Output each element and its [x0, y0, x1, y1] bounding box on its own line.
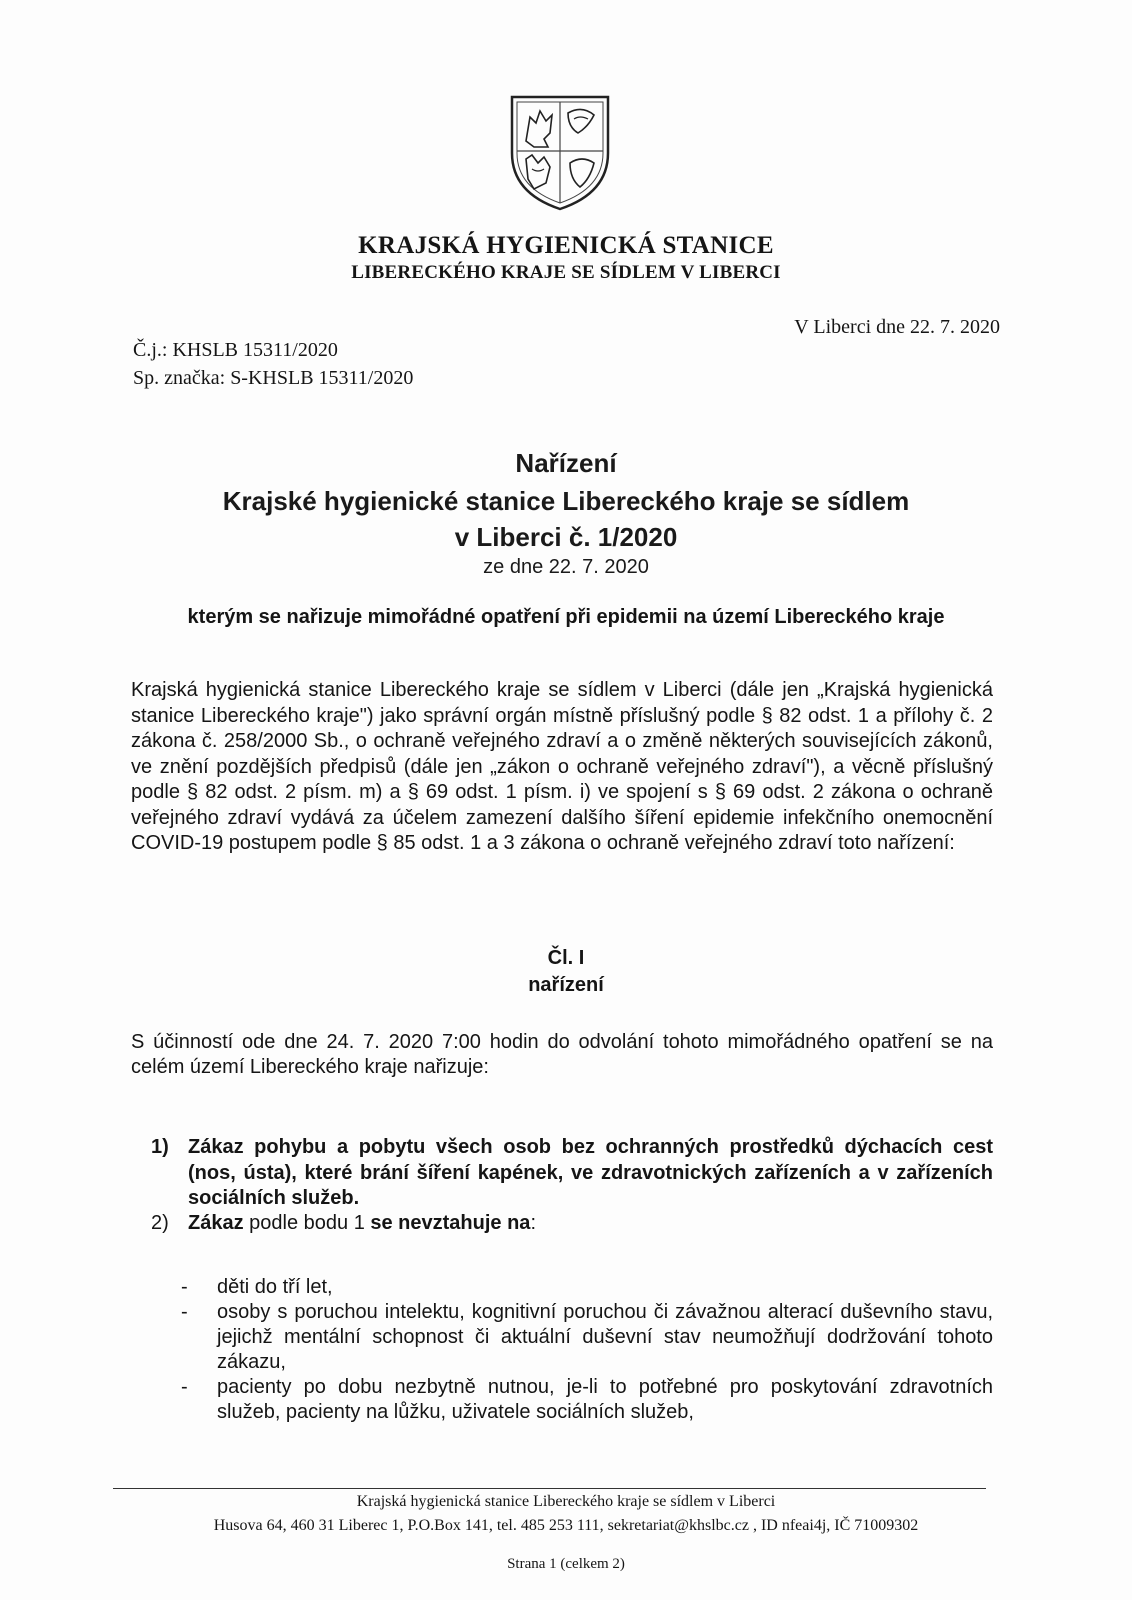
list-item — [151, 1211, 993, 1237]
issuer-seat: LIBERECKÉHO KRAJE SE SÍDLEM V LIBERCI — [351, 262, 781, 283]
exception-item — [181, 1300, 993, 1375]
document-title-number: v Liberci č. 1/2020 — [454, 522, 678, 552]
issuer-name: KRAJSKÁ HYGIENICKÁ STANICE — [358, 232, 774, 259]
exception-text: děti do tří let, — [217, 1276, 333, 1298]
item-lead-text: podle bodu 1 — [243, 1212, 371, 1234]
item-text — [188, 1211, 993, 1237]
effect-paragraph: S účinností ode dne 24. 7. 2020 7:00 hodin do odvolání tohoto mimořádného opatření se na celém území Libereckého kraje nařizuje: — [131, 1031, 993, 1078]
page-number: Strana 1 (celkem 2) — [507, 1556, 625, 1572]
dash-bullet: - — [181, 1301, 188, 1323]
item-number: 1) — [151, 1136, 169, 1158]
article-heading: nařízení — [528, 974, 604, 996]
document-title-authority: Krajské hygienické stanice Libereckého kraje se sídlem — [222, 486, 910, 516]
coat-of-arms-icon — [508, 93, 612, 213]
exception-text: pacienty po dobu nezbytně nutnou, je-li to potřebné pro poskytování zdravotních služeb, pacienty na lůžku, uživatele sociálních služeb, — [217, 1376, 993, 1423]
exception-item — [181, 1275, 993, 1300]
reference-block — [133, 336, 413, 392]
footer-divider — [113, 1488, 986, 1489]
footer-issuer: Krajská hygienická stanice Libereckého kraje se sídlem v Liberci — [356, 1493, 776, 1510]
dash-bullet: - — [181, 1376, 188, 1398]
intro-paragraph: Krajská hygienická stanice Libereckého kraje se sídlem v Liberci (dále jen „Krajská hygienická stanice Libereckého kraje") jako správní orgán místně příslušný podle § 82 odst. 1 a přílohy č. 2 zákona č. 258/2000 Sb., o ochraně veřejného zdraví a o změně některých souvisejících zákonů, ve znění pozdějších předpisů (dále jen „zákon o ochraně veřejného zdraví"), a věcně příslušný podle § 82 odst. 2 písm. m) a § 69 odst. 1 písm. i) ve spojení s § 69 odst. 2 zákona o ochraně veřejného zdraví vydává za účelem zamezení dalšího šíření epidemie infekčního onemocnění COVID-19 postupem podle § 85 odst. 1 a 3 zákona o ochraně veřejného zdraví toto nařízení: — [131, 679, 993, 854]
document-date: ze dne 22. 7. 2020 — [483, 556, 649, 578]
item-lead-bold: Zákaz — [188, 1212, 244, 1234]
footer-contact: Husova 64, 460 31 Liberec 1, P.O.Box 141, tel. 485 253 111, sekretariat@khslbc.cz , ID nfeai4j, IČ 71009302 — [213, 1517, 919, 1534]
exception-item — [181, 1375, 993, 1425]
dash-bullet: - — [181, 1276, 188, 1298]
file-mark: Sp. značka: S-KHSLB 15311/2020 — [133, 367, 414, 389]
item-lead-bold: se nevztahuje na — [370, 1212, 531, 1234]
place-and-date: V Liberci dne 22. 7. 2020 — [794, 316, 1000, 338]
item-text: Zákaz pohybu a pobytu všech osob bez ochranných prostředků dýchacích cest (nos, ústa), které brání šíření kapének, ve zdravotnických zařízeních a v zařízeních sociálních služeb. — [188, 1136, 993, 1209]
item-number: 2) — [151, 1212, 169, 1234]
item-lead-end: : — [530, 1212, 536, 1234]
list-item — [151, 1135, 993, 1212]
exception-text: osoby s poruchou intelektu, kognitivní poruchou či závažnou alterací duševního stavu, jejichž mentální schopnost či aktuální duševní stav neumožňují dodržování tohoto zákazu, — [217, 1301, 993, 1373]
article-number: Čl. I — [547, 947, 585, 969]
document-subject: kterým se nařizuje mimořádné opatření při epidemii na území Libereckého kraje — [187, 606, 945, 628]
document-title: Nařízení — [515, 448, 617, 478]
reference-number: Č.j.: KHSLB 15311/2020 — [133, 339, 338, 361]
